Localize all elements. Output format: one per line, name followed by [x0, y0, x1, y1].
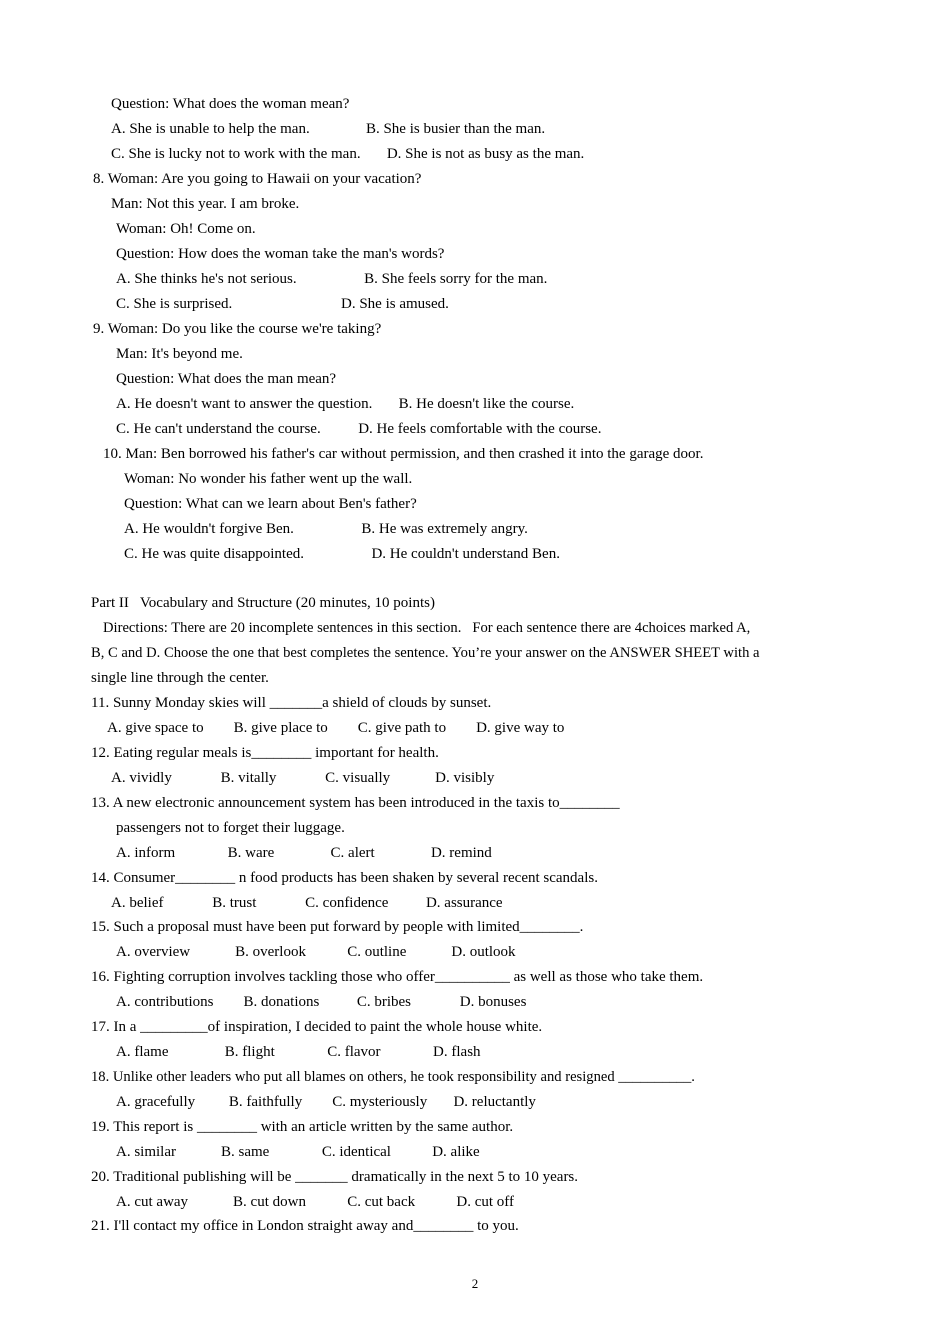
- q7-question: Question: What does the woman mean?: [111, 96, 350, 112]
- q19-stem: 19. This report is ________ with an article written by the same author.: [91, 1119, 514, 1135]
- q10-options-ab: A. He wouldn't forgive Ben. B. He was extremely angry.: [124, 521, 528, 537]
- directions-line-3: single line through the center.: [91, 670, 269, 686]
- q9-options-ab: A. He doesn't want to answer the question. B. He doesn't like the course.: [116, 396, 575, 412]
- directions-line-1: Directions: There are 20 incomplete sentences in this section. For each sentence there are 4choices marked A,: [103, 620, 751, 636]
- q14-options: A. belief B. trust C. confidence D. assurance: [111, 895, 503, 911]
- q13-options: A. inform B. ware C. alert D. remind: [116, 845, 492, 861]
- q20-options: A. cut away B. cut down C. cut back D. cut off: [116, 1194, 514, 1210]
- q15-options: A. overview B. overlook C. outline D. outlook: [116, 944, 516, 960]
- q8-woman-line: 8. Woman: Are you going to Hawaii on your vacation?: [93, 171, 422, 187]
- q19-options: A. similar B. same C. identical D. alike: [116, 1144, 480, 1160]
- q12-options: A. vividly B. vitally C. visually D. visibly: [111, 770, 495, 786]
- part-heading: Part II Vocabulary and Structure (20 minutes, 10 points): [91, 595, 435, 611]
- q11-options: A. give space to B. give place to C. give path to D. give way to: [107, 720, 565, 736]
- q10-man-line: 10. Man: Ben borrowed his father's car without permission, and then crashed it into the garage door.: [103, 446, 704, 462]
- q9-man-line: Man: It's beyond me.: [116, 346, 243, 362]
- q10-question: Question: What can we learn about Ben's father?: [124, 496, 417, 512]
- q10-woman-line: Woman: No wonder his father went up the wall.: [124, 471, 413, 487]
- q9-options-cd: C. He can't understand the course. D. He feels comfortable with the course.: [116, 421, 602, 437]
- q15-stem: 15. Such a proposal must have been put forward by people with limited________.: [91, 919, 584, 935]
- q14-stem: 14. Consumer________ n food products has been shaken by several recent scandals.: [91, 870, 598, 886]
- q8-options-cd: C. She is surprised. D. She is amused.: [116, 296, 449, 312]
- q18-stem: 18. Unlike other leaders who put all blames on others, he took responsibility and resigned __________.: [91, 1069, 695, 1085]
- q21-stem: 21. I'll contact my office in London straight away and________ to you.: [91, 1218, 519, 1234]
- q8-man-line: Man: Not this year. I am broke.: [111, 196, 300, 212]
- q18-options: A. gracefully B. faithfully C. mysteriously D. reluctantly: [116, 1094, 536, 1110]
- q13-stem: 13. A new electronic announcement system has been introduced in the taxis to________: [91, 795, 620, 811]
- q16-options: A. contributions B. donations C. bribes D. bonuses: [116, 994, 527, 1010]
- q9-question: Question: What does the man mean?: [116, 371, 337, 387]
- q7-options-cd: C. She is lucky not to work with the man. D. She is not as busy as the man.: [111, 146, 585, 162]
- q7-options-ab: A. She is unable to help the man. B. She is busier than the man.: [111, 121, 546, 137]
- q17-options: A. flame B. flight C. flavor D. flash: [116, 1044, 481, 1060]
- q10-options-cd: C. He was quite disappointed. D. He couldn't understand Ben.: [124, 546, 560, 562]
- q17-stem: 17. In a _________of inspiration, I decided to paint the whole house white.: [91, 1019, 543, 1035]
- q8-options-ab: A. She thinks he's not serious. B. She feels sorry for the man.: [116, 271, 548, 287]
- q13-stem-cont: passengers not to forget their luggage.: [116, 820, 345, 836]
- q8-question: Question: How does the woman take the man's words?: [116, 246, 445, 262]
- q20-stem: 20. Traditional publishing will be _______ dramatically in the next 5 to 10 years.: [91, 1169, 579, 1185]
- q12-stem: 12. Eating regular meals is________ important for health.: [91, 745, 439, 761]
- q16-stem: 16. Fighting corruption involves tackling those who offer__________ as well as those who take them.: [91, 969, 704, 985]
- q11-stem: 11. Sunny Monday skies will _______a shield of clouds by sunset.: [91, 695, 492, 711]
- q9-woman-line: 9. Woman: Do you like the course we're taking?: [93, 321, 382, 337]
- directions-line-2: B, C and D. Choose the one that best completes the sentence. You’re your answer on the ANSWER SHEET with a: [91, 645, 760, 661]
- page-number: 2: [471, 1276, 479, 1291]
- q8-woman-reply: Woman: Oh! Come on.: [116, 221, 256, 237]
